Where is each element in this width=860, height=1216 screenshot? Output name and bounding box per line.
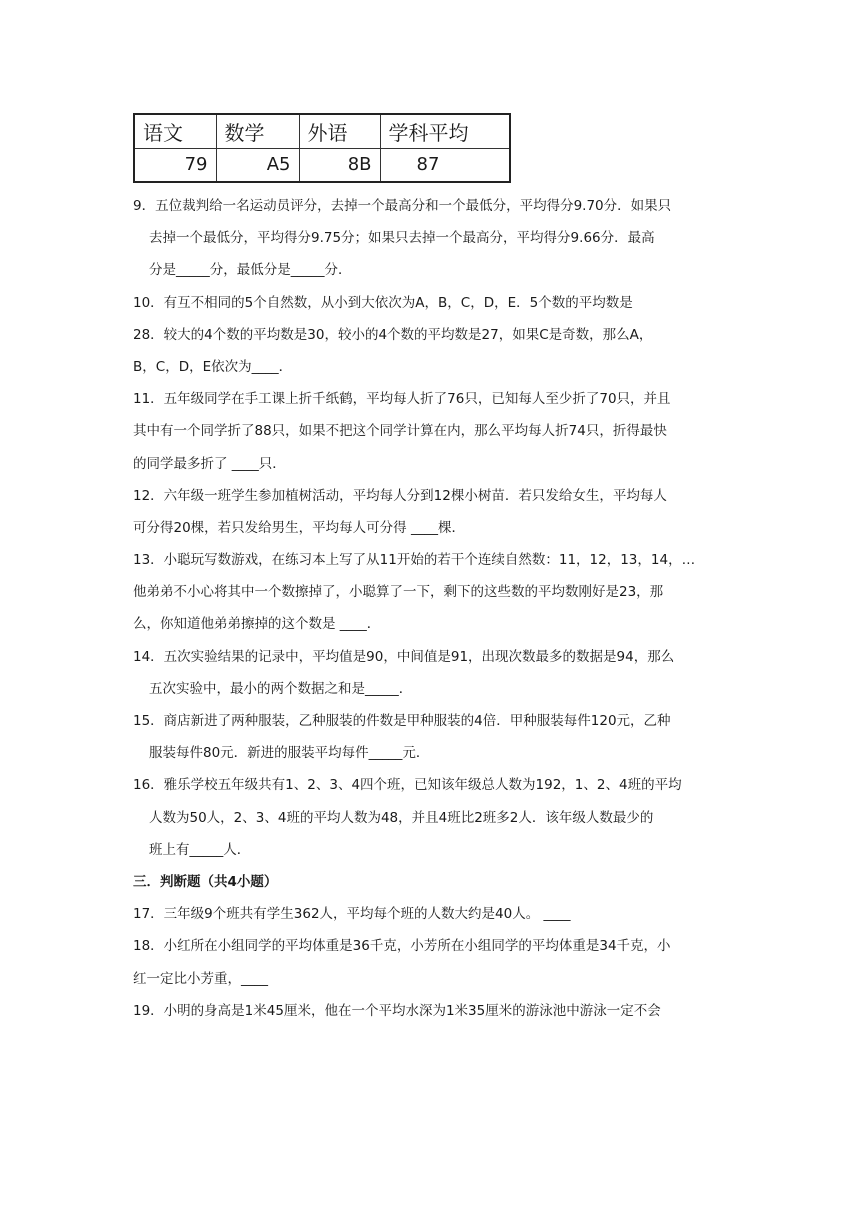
text-line: 人数为50人，2、3、4班的平均人数为48，并且4班比2班多2人．该年级人数最少的 — [149, 809, 654, 826]
value-foreign-language: 8B — [299, 148, 380, 182]
table-header-row — [134, 114, 510, 148]
text-line: 19．小明的身高是1米45厘米，他在一个平均水深为1米35厘米的游泳池中游泳一定不会 — [133, 1002, 661, 1019]
score-table — [133, 113, 511, 183]
text-line: 红一定比小芳重，____ — [133, 970, 268, 987]
text-line: 五次实验中，最小的两个数据之和是_____． — [149, 680, 413, 697]
header-chinese: 语文 — [134, 114, 216, 148]
text-line: 服装每件80元．新进的服装平均每件_____元． — [149, 745, 430, 762]
text-line: 17．三年级9个班共有学生362人，平均每个班的人数大约是40人。 ____ — [133, 906, 571, 923]
header-foreign-language: 外语 — [299, 114, 380, 148]
header-math: 数学 — [216, 114, 299, 148]
value-math: A5 — [216, 148, 299, 182]
value-subject-average: 87 — [380, 148, 510, 182]
text-line: 16．雅乐学校五年级共有1、2、3、4四个班，已知该年级总人数为192，1、2、4班的平均 — [133, 777, 682, 794]
text-line: 9．五位裁判给一名运动员评分，去掉一个最高分和一个最低分，平均得分9.70分．如果只 — [133, 198, 672, 214]
text-line: 班上有_____人． — [149, 841, 251, 858]
text-line: 14．五次实验结果的记录中，平均值是90，中间值是91，出现次数最多的数据是94，那么 — [133, 648, 675, 665]
text-line: 18．小红所在小组同学的平均体重是36千克，小芳所在小组同学的平均体重是34千克，小 — [133, 938, 671, 955]
text-line: 的同学最多折了 ____只． — [133, 455, 286, 472]
header-subject-average: 学科平均 — [380, 114, 510, 148]
text-line: 分是_____分，最低分是_____分． — [149, 262, 352, 279]
text-line: B，C，D，E依次为____． — [133, 358, 293, 375]
text-line: 28．较大的4个数的平均数是30，较小的4个数的平均数是27，如果C是奇数，那么A， — [133, 326, 653, 343]
text-line: 11．五年级同学在手工课上折千纸鹤，平均每人折了76只，已知每人至少折了70只，并且 — [133, 391, 671, 408]
section-heading: 三．判断题（共4小题） — [133, 873, 278, 890]
text-line: 可分得20棵，若只发给男生，平均每人可分得 ____棵． — [133, 519, 465, 536]
question-text — [133, 190, 733, 1027]
text-line: 去掉一个最低分，平均得分9.75分；如果只去掉一个最高分，平均得分9.66分．最高 — [149, 230, 655, 247]
text-line: 13．小聪玩写数游戏，在练习本上写了从11开始的若干个连续自然数：11，12，13，14，… — [133, 552, 696, 569]
table-value-row — [134, 148, 510, 182]
text-line: 10．有互不相同的5个自然数，从小到大依次为A，B，C，D，E．5个数的平均数是 — [133, 294, 633, 311]
text-line: 12．六年级一班学生参加植树活动，平均每人分到12棵小树苗．若只发给女生，平均每人 — [133, 487, 667, 504]
text-line: 其中有一个同学折了88只，如果不把这个同学计算在内，那么平均每人折74只，折得最快 — [133, 423, 667, 440]
text-line: 他弟弟不小心将其中一个数擦掉了，小聪算了一下，剩下的这些数的平均数刚好是23，那 — [133, 584, 664, 601]
text-line: 么，你知道他弟弟擦掉的这个数是 ____． — [133, 616, 381, 633]
value-chinese: 79 — [134, 148, 216, 182]
text-line: 15．商店新进了两种服装，乙种服装的件数是甲种服装的4倍．甲种服装每件120元，乙种 — [133, 713, 671, 729]
